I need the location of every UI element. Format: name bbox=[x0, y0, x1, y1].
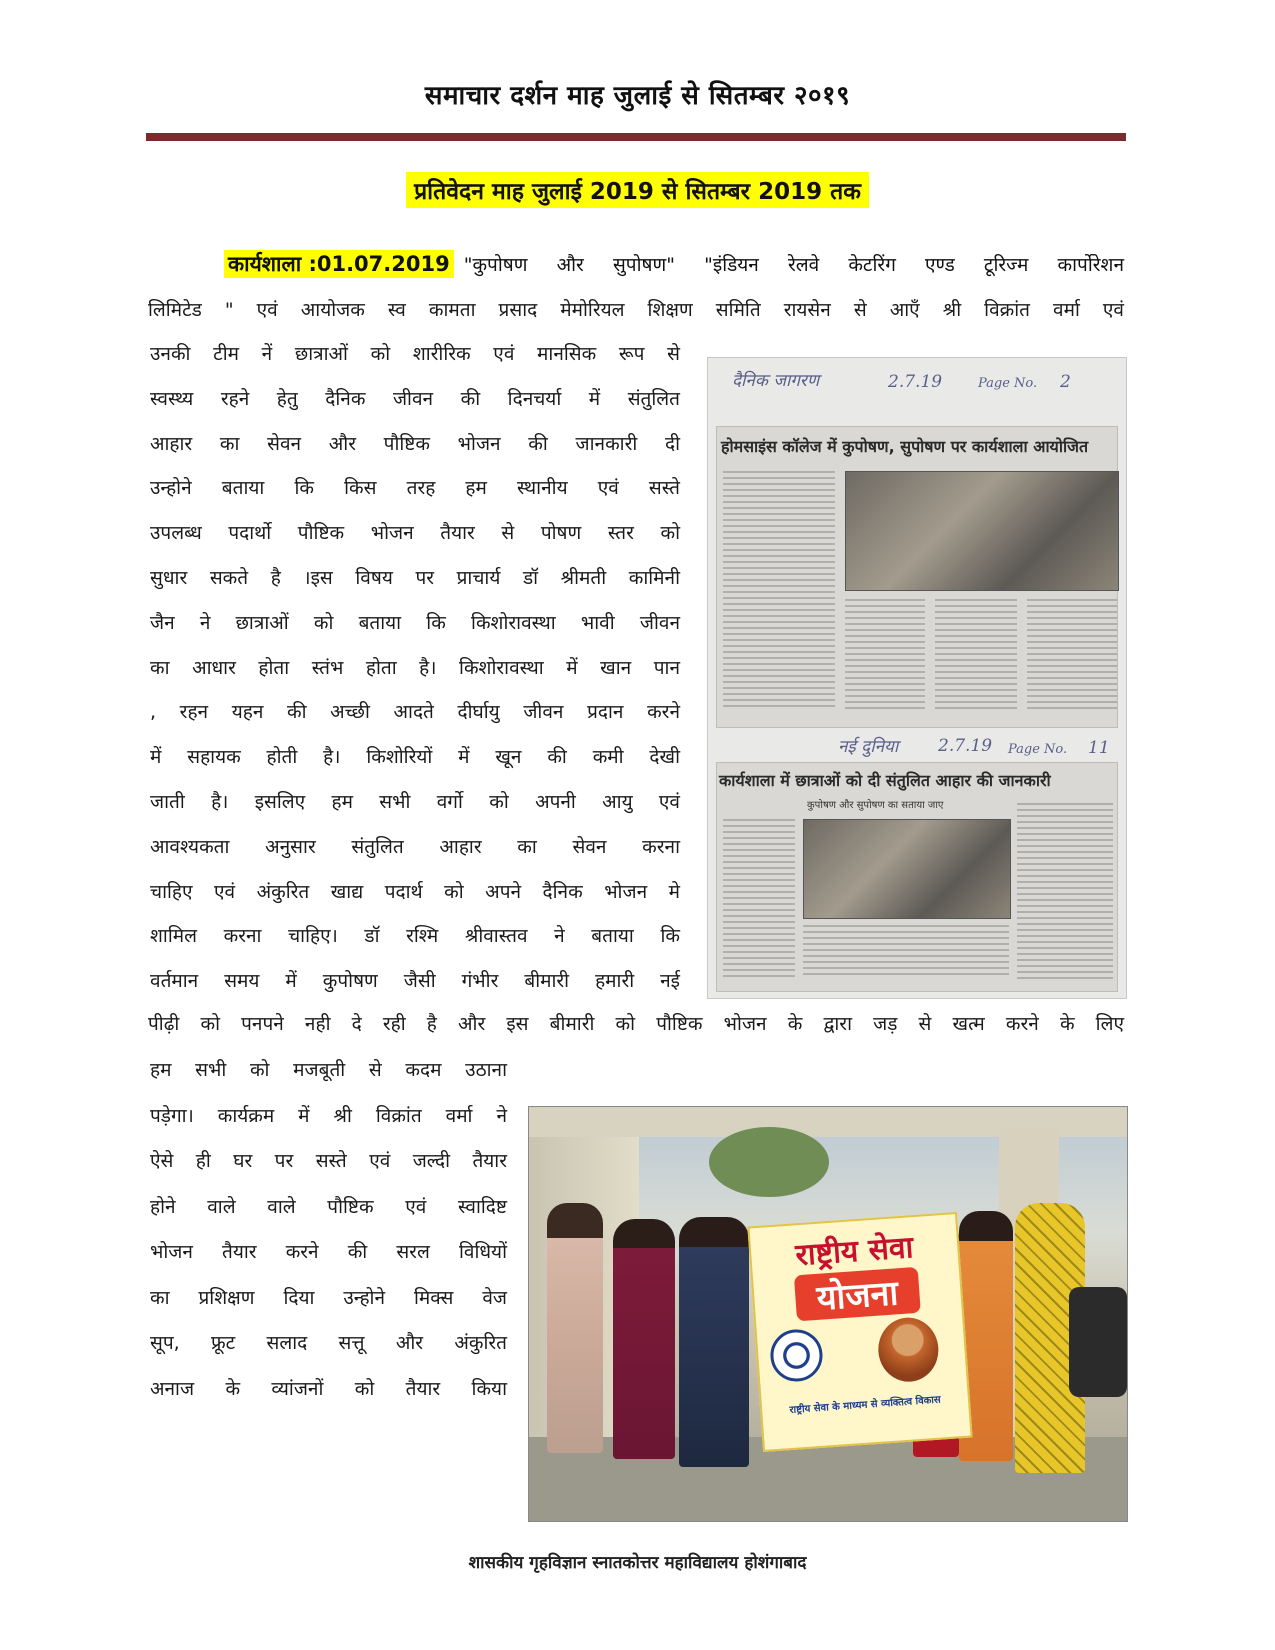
clip-article-1 bbox=[716, 426, 1118, 728]
clip-note-paper-1: दैनिक जागरण bbox=[732, 371, 820, 391]
body-col1-line: उन्होने बताया कि किस तरह हम स्थानीय एवं सस्ते bbox=[150, 477, 680, 500]
clip-text-col-3 bbox=[935, 599, 1017, 711]
nss-rally-photo bbox=[528, 1106, 1128, 1522]
body-col2-line: भोजन तैयार करने की सरल विधियों bbox=[150, 1241, 507, 1263]
tree-foliage bbox=[709, 1127, 829, 1197]
banner-caption: राष्ट्रीय सेवा के माध्यम से व्यक्तित्व विकास bbox=[789, 1394, 942, 1417]
body-col2-line: हम सभी को मजबूती से कदम उठाना bbox=[150, 1059, 507, 1081]
body-col1-line: शामिल करना चाहिए। डॉ रश्मि श्रीवास्तव ने बताया कि bbox=[150, 925, 680, 948]
person-1 bbox=[547, 1203, 603, 1453]
clip-photo-2 bbox=[803, 819, 1011, 919]
body-col1-line: वर्तमान समय में कुपोषण जैसी गंभीर बीमारी हमारी नई bbox=[150, 970, 680, 993]
clip-note-paper-2: नई दुनिया bbox=[838, 737, 899, 757]
body-line-2: लिमिटेड " एवं आयोजक स्व कामता प्रसाद मेमोरियल शिक्षण समिति रायसेन से आएँ श्री विक्रांत वर्मा एवं bbox=[148, 299, 1124, 321]
clip-subhead-2: कुपोषण और सुपोषण का सताया जाए bbox=[807, 800, 944, 811]
body-col2-line: का प्रशिक्षण दिया उन्होने मिक्स वेज bbox=[150, 1286, 507, 1309]
body-col1-line: आहार का सेवन और पौष्टिक भोजन की जानकारी दी bbox=[150, 432, 680, 455]
clip-note-page-2: Page No. bbox=[1008, 742, 1068, 757]
banner-line-1: राष्ट्रीय सेवा bbox=[794, 1230, 915, 1274]
body-col1-line: चाहिए एवं अंकुरित खाद्य पदार्थ को अपने दैनिक भोजन मे bbox=[150, 880, 680, 903]
header-divider bbox=[146, 133, 1126, 141]
report-title-wrap bbox=[0, 172, 1275, 208]
body-first-line bbox=[148, 250, 1124, 282]
body-col1-line: उनकी टीम नें छात्राओं को शारीरिक एवं मानसिक रूप से bbox=[150, 343, 680, 365]
body-full-line: पीढ़ी को पनपने नही दे रही है और इस बीमारी को पौष्टिक भोजन के द्वारा जड़ से खत्म करने के लिए bbox=[148, 1013, 1124, 1035]
motorbike bbox=[1069, 1287, 1127, 1397]
clip-text-col-1 bbox=[723, 471, 835, 711]
clip-text-col-7 bbox=[803, 925, 1009, 979]
clip-note-pageno-2: 11 bbox=[1088, 738, 1110, 758]
page-footer: शासकीय गृहविज्ञान स्नातकोत्तर महाविद्यालय होशंगाबाद bbox=[468, 1553, 807, 1573]
workshop-label: कार्यशाला :01.07.2019 bbox=[224, 250, 454, 278]
body-col1-line: जाती है। इसलिए हम सभी वर्गो को अपनी आयु एवं bbox=[150, 791, 680, 813]
person-3 bbox=[679, 1217, 749, 1467]
clip-note-pageno-1: 2 bbox=[1060, 372, 1071, 392]
body-col1-line: उपलब्ध पदार्थो पौष्टिक भोजन तैयार से पोषण स्तर को bbox=[150, 522, 680, 545]
body-col1-line: स्वस्थ्य रहने हेतु दैनिक जीवन की दिनचर्या में संतुलित bbox=[150, 387, 680, 410]
clip-headline-2: कार्यशाला में छात्राओं को दी संतुलित आहार की जानकारी bbox=[719, 771, 1051, 790]
clip-text-col-4 bbox=[1027, 599, 1117, 711]
first-line-text: "कुपोषण और सुपोषण" "इंडियन रेलवे केटरिंग एण्ड टूरिज्म कार्पोरेशन bbox=[463, 254, 1124, 276]
clip-note-date-2: 2.7.19 bbox=[938, 736, 993, 756]
body-col1-line: जैन ने छात्राओं को बताया कि किशोरावस्था भावी जीवन bbox=[150, 611, 680, 634]
report-title: प्रतिवेदन माह जुलाई 2019 से सितम्बर 2019 तक bbox=[406, 172, 869, 208]
body-col2-line: होने वाले वाले पौष्टिक एवं स्वादिष्ट bbox=[150, 1195, 507, 1218]
clip-photo-1 bbox=[845, 471, 1119, 591]
body-col1-line: में सहायक होती है। किशोरियों में खून की कमी देखी bbox=[150, 746, 680, 769]
body-col2-line: ऐसे ही घर पर सस्ते एवं जल्दी तैयार bbox=[150, 1150, 507, 1172]
clip-text-col-2 bbox=[845, 599, 925, 711]
body-col2-line: अनाज के व्यांजनों को तैयार किया bbox=[150, 1377, 507, 1400]
page-header-title: समाचार दर्शन माह जुलाई से सितम्बर २०१९ bbox=[424, 81, 851, 111]
newspaper-clipping-image bbox=[707, 357, 1127, 999]
clip-article-2 bbox=[716, 762, 1118, 992]
body-col1-line: आवश्यकता अनुसार संतुलित आहार का सेवन करना bbox=[150, 835, 680, 858]
clip-headline-1: होमसाइंस कॉलेज में कुपोषण, सुपोषण पर कार्यशाला आयोजित bbox=[721, 437, 1089, 456]
clip-text-col-6 bbox=[1017, 803, 1113, 983]
body-col2-line: पड़ेगा। कार्यक्रम में श्री विक्रांत वर्मा ने bbox=[150, 1104, 507, 1127]
body-col1-line: सुधार सकते है ।इस विषय पर प्राचार्य डॉ श्रीमती कामिनी bbox=[150, 567, 680, 589]
banner-line-2: योजना bbox=[794, 1267, 921, 1322]
body-col1-line: का आधार होता स्तंभ होता है। किशोरावस्था में खान पान bbox=[150, 656, 680, 679]
body-col2-line: सूप, फ्रूट सलाद सत्तू और अंकुरित bbox=[150, 1332, 507, 1354]
person-2 bbox=[613, 1219, 675, 1459]
nss-banner bbox=[747, 1212, 972, 1452]
clip-note-date-1: 2.7.19 bbox=[888, 372, 943, 392]
body-col1-line: , रहन यहन की अच्छी आदते दीर्घायु जीवन प्रदान करने bbox=[150, 701, 680, 724]
nss-emblem-icon bbox=[769, 1328, 825, 1384]
vivekananda-portrait-icon bbox=[876, 1316, 940, 1384]
clip-note-page-1: Page No. bbox=[978, 376, 1038, 391]
clip-text-col-5 bbox=[723, 819, 795, 979]
